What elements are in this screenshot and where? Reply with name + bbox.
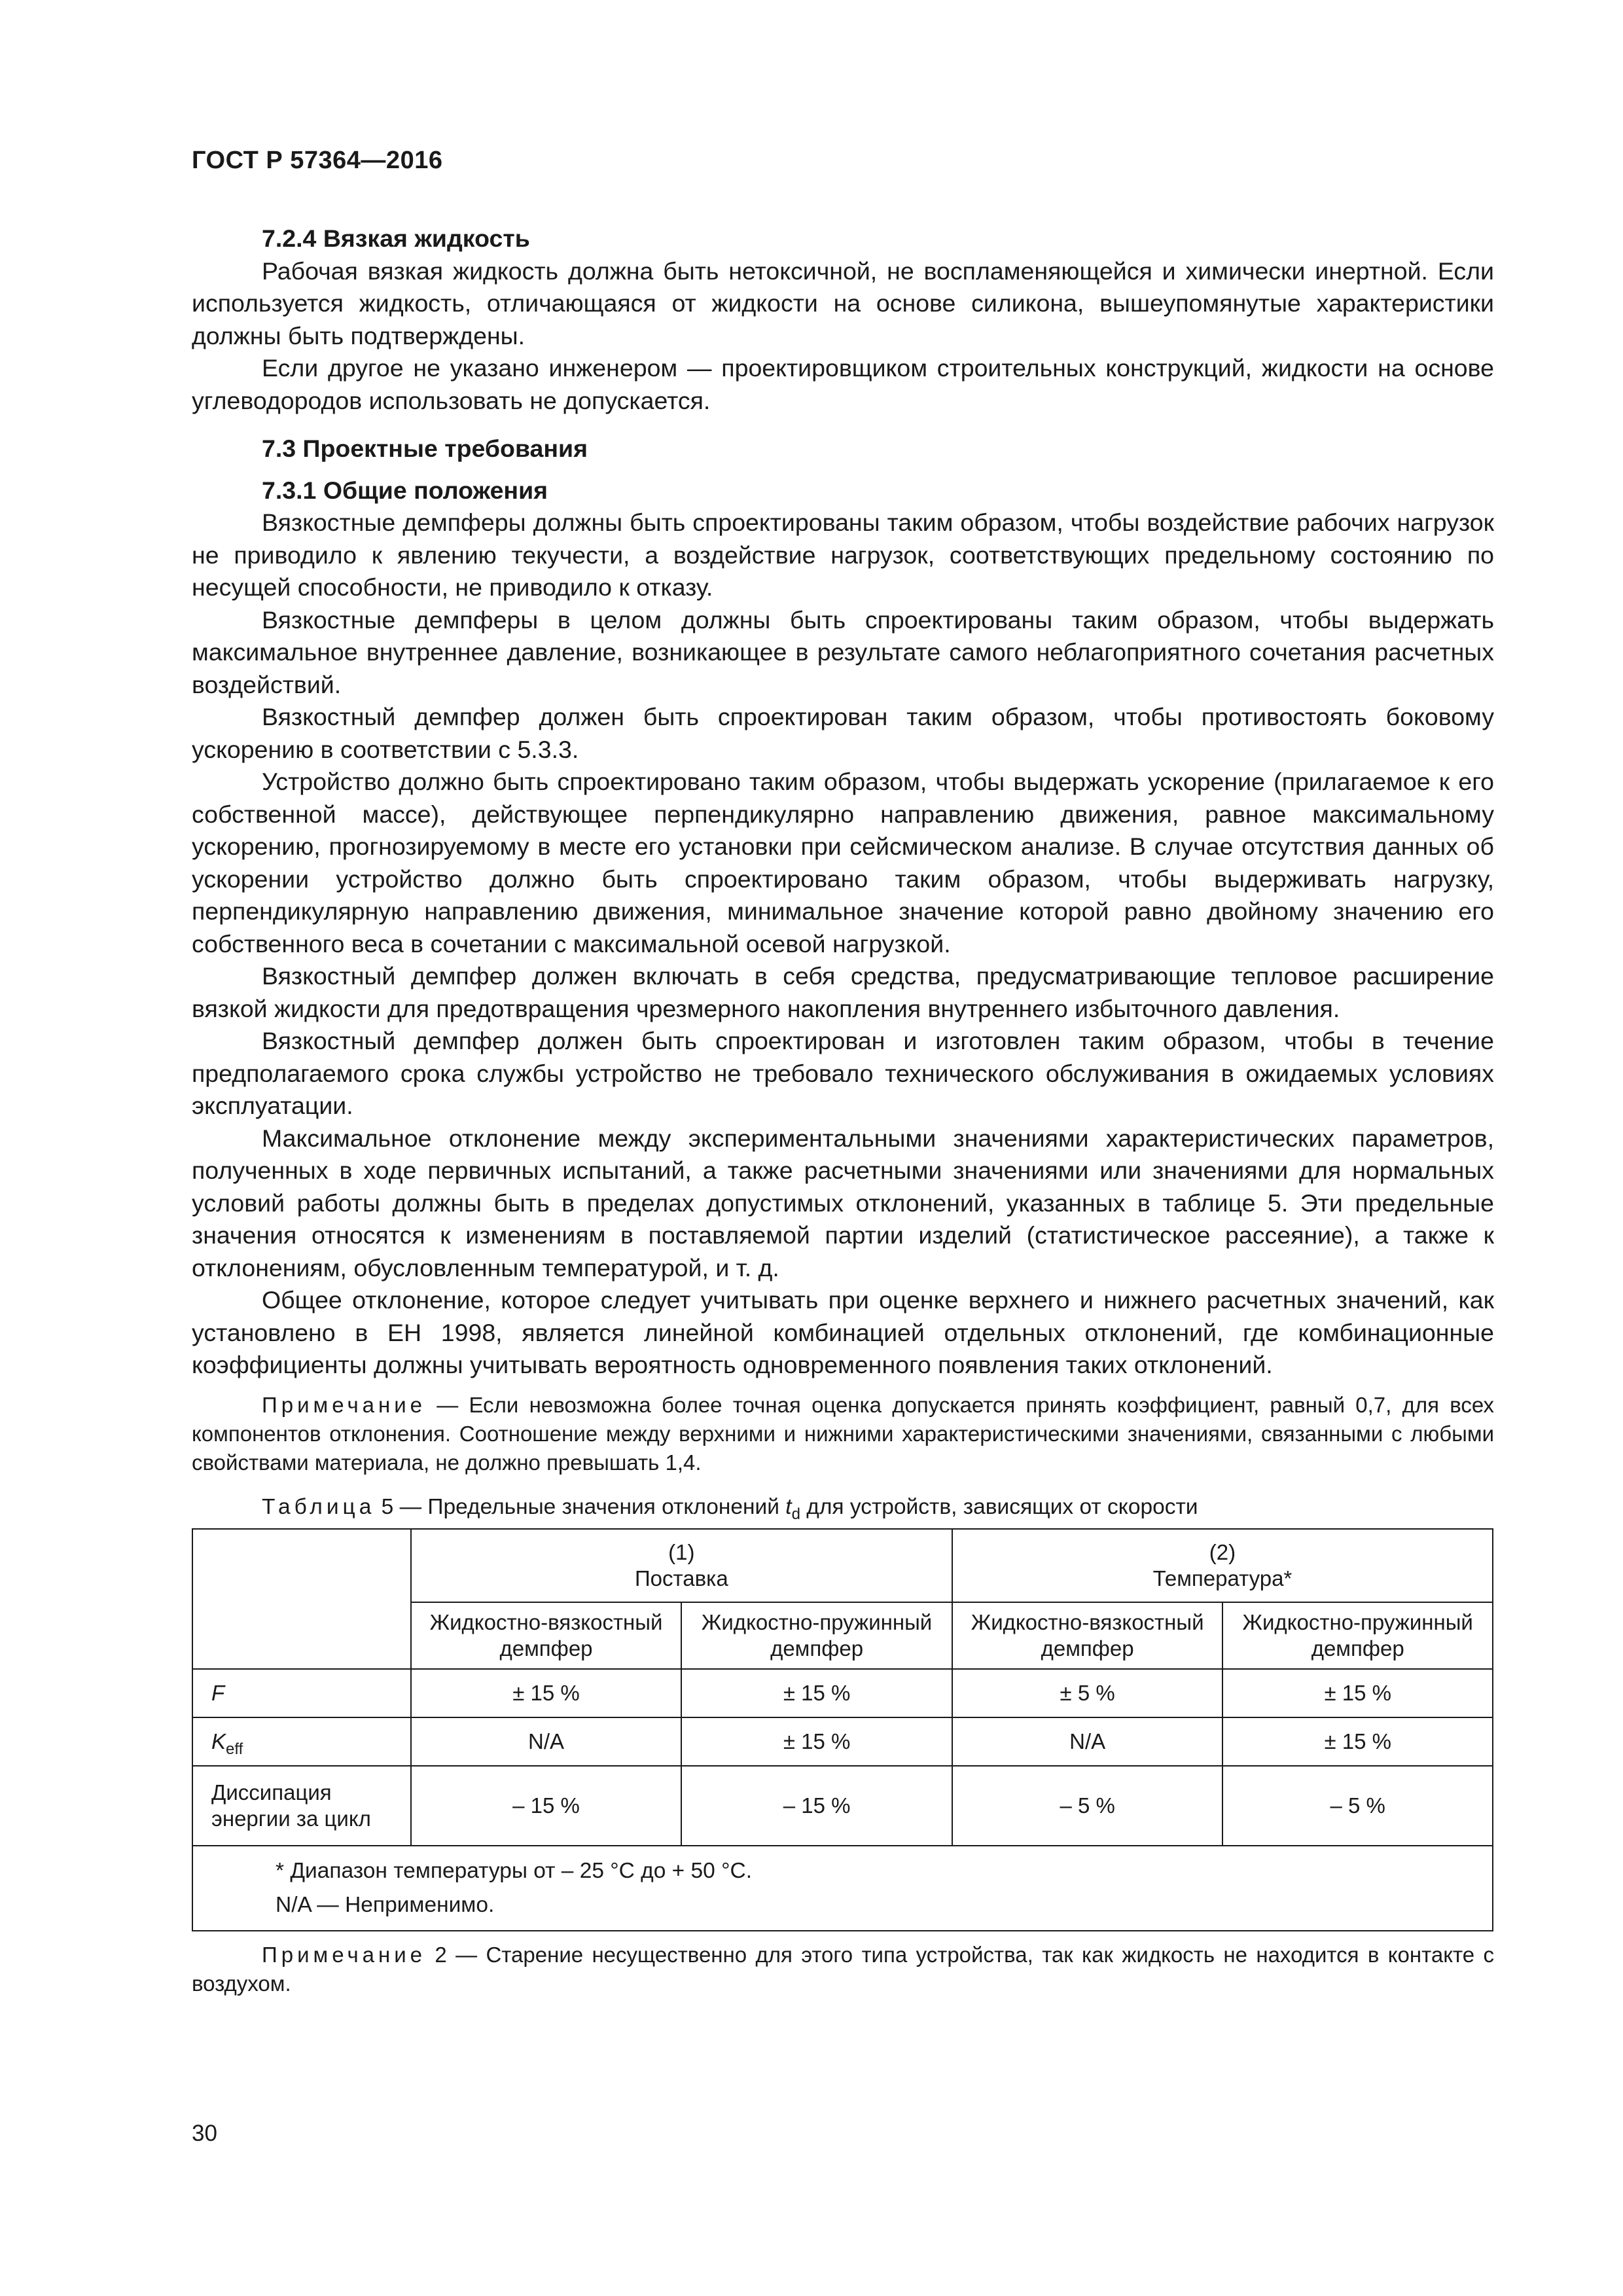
table-cell: – 5 %	[952, 1766, 1223, 1846]
paragraph: Рабочая вязкая жидкость должна быть нетоксичной, не воспламеняющейся и химически инертной. Если используется жидкость, отличающаяся от жидкости на основе силикона, вышеупомянутые характеристики должны быть подтверждены.	[192, 257, 1494, 350]
table-footnotes	[192, 1846, 1493, 1931]
row-label: Диссипация энергии за цикл	[192, 1766, 411, 1846]
page-content	[192, 223, 1494, 1998]
section-heading-7-2-4: 7.2.4 Вязкая жидкость	[262, 224, 530, 252]
table-cell: ± 15 %	[681, 1717, 952, 1766]
note-label: Примечание	[262, 1392, 427, 1417]
table-row	[192, 1669, 1493, 1717]
table-cell: – 15 %	[411, 1766, 682, 1846]
section-heading-7-3-1: 7.3.1 Общие положения	[262, 476, 548, 504]
table-cell: ± 5 %	[952, 1669, 1223, 1717]
table-caption-label: Таблица	[262, 1494, 376, 1519]
table-subheader: Жидкостно-вязкостный демпфер	[952, 1602, 1223, 1669]
table-caption: Таблица 5 — Предельные значения отклонений $t_d$ для устройств, зависящих от скорости	[262, 1494, 1198, 1523]
page-number: 30	[192, 2121, 217, 2146]
paragraph: Вязкостные демпферы должны быть спроектированы таким образом, чтобы воздействие рабочих нагрузок не приводило к явлению текучести, а воздействие нагрузок, соответствующих предельному состоянию по несущей способности, не приводило к отказу.	[192, 509, 1494, 601]
note-2	[192, 1941, 1494, 1998]
table-cell: – 15 %	[681, 1766, 952, 1846]
row-label: $K_{eff}$	[192, 1717, 411, 1766]
table-group-header: (1) Поставка	[411, 1529, 952, 1602]
paragraph: Вязкостный демпфер должен включать в себя средства, предусматривающие тепловое расширение вязкой жидкости для предотвращения чрезмерного накопления внутреннего избыточного давления.	[192, 962, 1494, 1022]
document-header: ГОСТ Р 57364—2016	[192, 147, 443, 174]
paragraph: Устройство должно быть спроектировано таким образом, чтобы выдержать ускорение (прилагаемое к его собственной массе), действующее перпендикулярно направлению движения, равное максимальному ускорению, прогнозируемому в месте его установки при сейсмическом анализе. В случае отсутствия данных об ускорении устройство должно быть спроектировано таким образом, чтобы выдерживать нагрузку, перпендикулярную направлению движения, минимальное значение которой равно двойному значению его собственного веса в сочетании с максимальной осевой нагрузкой.	[192, 768, 1494, 958]
table-footnote-row	[192, 1846, 1493, 1931]
table-row	[192, 1717, 1493, 1766]
note-text: — Если невозможна более точная оценка допускается принять коэффициент, равный 0,7, для всех компонентов отклонения. Соотношение между верхними и нижними характеристическими значениями, связанными с любыми свойствами материала, не должно превышать 1,4.	[192, 1392, 1494, 1475]
table-cell: N/A	[952, 1717, 1223, 1766]
section-heading-7-3: 7.3 Проектные требования	[262, 435, 588, 462]
row-label: F	[192, 1669, 411, 1717]
note-text: 2 — Старение несущественно для этого типа устройства, так как жидкость не находится в контакте с воздухом.	[192, 1942, 1494, 1996]
paragraph: Вязкостный демпфер должен быть спроектирован таким образом, чтобы противостоять боковому ускорению в соответствии с 5.3.3.	[192, 703, 1494, 763]
paragraph: Вязкостные демпферы в целом должны быть спроектированы таким образом, чтобы выдержать максимальное внутреннее давление, возникающее в результате самого неблагоприятного сочетания расчетных воздействий.	[192, 605, 1494, 698]
limits-table	[192, 1528, 1493, 1931]
table-group-header: (2) Температура*	[952, 1529, 1493, 1602]
table-footnote: N/A — Неприменимо.	[276, 1892, 495, 1917]
table-cell: ± 15 %	[1222, 1669, 1493, 1717]
table-cell: ± 15 %	[411, 1669, 682, 1717]
table-subheader: Жидкостно-вязкостный демпфер	[411, 1602, 682, 1669]
paragraph: Если другое не указано инженером — проектировщиком строительных конструкций, жидкости на основе углеводородов использовать не допускается.	[192, 354, 1494, 414]
table-cell: N/A	[411, 1717, 682, 1766]
note-1	[192, 1391, 1494, 1477]
table-corner-cell	[192, 1529, 411, 1669]
table-row	[192, 1766, 1493, 1846]
table-subheader: Жидкостно-пружинный демпфер	[1222, 1602, 1493, 1669]
table-footnote: * Диапазон температуры от – 25 °С до + 50 °С.	[276, 1858, 753, 1883]
paragraph: Общее отклонение, которое следует учитывать при оценке верхнего и нижнего расчетных значений, как установлено в ЕН 1998, является линейной комбинацией отдельных отклонений, где комбинационные коэффициенты должны учитывать вероятность одновременного появления таких отклонений.	[192, 1286, 1494, 1378]
table-cell: ± 15 %	[1222, 1717, 1493, 1766]
paragraph: Вязкостный демпфер должен быть спроектирован и изготовлен таким образом, чтобы в течение предполагаемого срока службы устройство не требовало технического обслуживания в ожидаемых условиях эксплуатации.	[192, 1027, 1494, 1119]
table-cell: – 5 %	[1222, 1766, 1493, 1846]
table-subheader: Жидкостно-пружинный демпфер	[681, 1602, 952, 1669]
note-label: Примечание	[262, 1942, 427, 1967]
table-cell: ± 15 %	[681, 1669, 952, 1717]
paragraph: Максимальное отклонение между экспериментальными значениями характеристических параметров, полученных в ходе первичных испытаний, а также расчетными значениями или значениями для нормальных условий работы должны быть в пределах допустимых отклонений, указанных в таблице 5. Эти предельные значения относятся к изменениям в поставляемой партии изделий (статистическое рассеяние), а также к отклонениям, обусловленным температурой, и т. д.	[192, 1124, 1494, 1282]
